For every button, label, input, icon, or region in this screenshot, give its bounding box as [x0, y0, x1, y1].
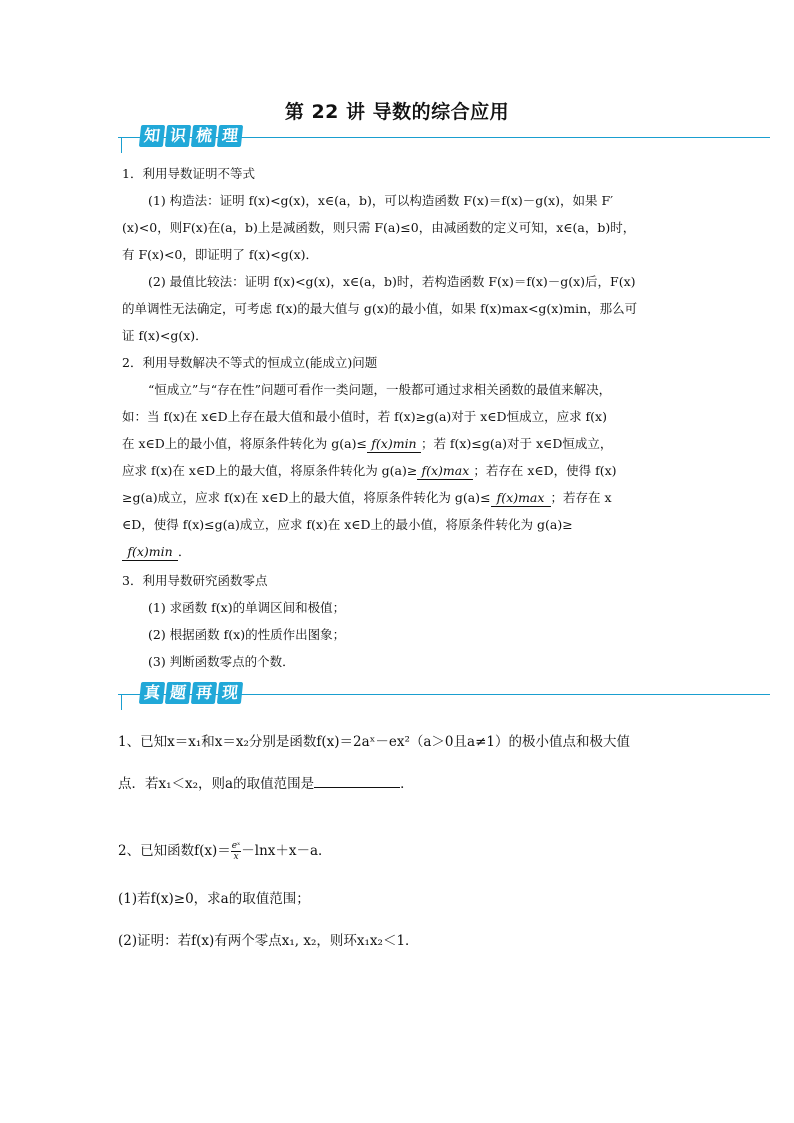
- text-line: 如：当 f(x)在 x∈D上存在最大值和最小值时，若 f(x)≥g(a)对于 x∈D恒成立，应求 f(x): [122, 409, 607, 424]
- badge-char: 真: [139, 682, 165, 704]
- section-badge: [140, 125, 242, 147]
- answer-blank: [314, 773, 400, 788]
- text-fragment: ．: [178, 544, 191, 559]
- question-1-line: [118, 772, 414, 792]
- text-line: [122, 463, 682, 480]
- text-fragment: －lnx＋x－a．: [241, 843, 332, 859]
- text-line: (x)<0，则F(x)在(a，b)上是减函数，则只需 F(a)≤0，由减函数的定义可知，x∈(a，b)时，: [122, 220, 636, 235]
- text-fragment: 应求 f(x)在 x∈D上的最大值，将原条件转化为 g(a)≥: [122, 463, 418, 478]
- answer-blank: f(x)max: [491, 490, 551, 507]
- question-1-line: 1、已知x＝x₁和x＝x₂分别是函数f(x)＝2aˣ－ex²（a＞0且a≠1）的极小值点和极大值: [118, 734, 630, 750]
- divider-tick: [121, 137, 122, 153]
- question-2-part-1: (1)若f(x)≥0，求a的取值范围；: [118, 891, 310, 907]
- question-2-line: [118, 839, 332, 862]
- text-line: (2) 最值比较法：证明 f(x)<g(x)，x∈(a，b)时，若构造函数 F(x)＝f(x)－g(x)后，F(x): [148, 274, 636, 289]
- heading-2: 2．利用导数解决不等式的恒成立(能成立)问题: [122, 355, 378, 370]
- badge-char: 现: [217, 682, 243, 704]
- divider-tick: [121, 694, 122, 710]
- text-line: 有 F(x)<0，即证明了 f(x)<g(x)．: [122, 247, 319, 262]
- answer-blank: f(x)min: [367, 436, 421, 453]
- text-fragment: 2、已知函数f(x)＝: [118, 843, 231, 859]
- text-line: [122, 544, 682, 561]
- question-2-part-2: (2)证明：若f(x)有两个零点x₁, x₂，则环x₁x₂＜1．: [118, 933, 419, 949]
- text-line: “恒成立”与“存在性”问题可看作一类问题，一般都可通过求相关函数的最值来解决，: [148, 382, 612, 397]
- text-line: [122, 490, 682, 507]
- text-line: (2) 根据函数 f(x)的性质作出图象；: [148, 627, 346, 642]
- text-line: 的单调性无法确定，可考虑 f(x)的最大值与 g(x)的最小值，如果 f(x)max<g(x)min，那么可: [122, 301, 638, 316]
- badge-char: 识: [165, 125, 191, 147]
- text-line: 证 f(x)<g(x)．: [122, 328, 208, 343]
- section-badge: [140, 682, 242, 704]
- badge-char: 梳: [191, 125, 217, 147]
- heading-3: 3．利用导数研究函数零点: [122, 573, 268, 588]
- text-fragment: 点．若x₁＜x₂，则a的取值范围是: [118, 776, 315, 792]
- text-fragment: ≥g(a)成立，应求 f(x)在 x∈D上的最大值，将原条件转化为 g(a)≤: [122, 490, 491, 505]
- text-fragment: 在 x∈D上的最小值，将原条件转化为 g(a)≤: [122, 436, 367, 451]
- heading-1: 1．利用导数证明不等式: [122, 166, 255, 181]
- text-fragment: ；若 f(x)≤g(a)对于 x∈D恒成立，: [420, 436, 613, 451]
- text-fragment: ；若存在 x: [550, 490, 612, 505]
- text-line: ∈D，使得 f(x)≤g(a)成立，应求 f(x)在 x∈D上的最小值，将原条件转化为 g(a)≥: [122, 517, 573, 532]
- section-header-past-exams: [118, 682, 770, 712]
- text-fragment: ；若存在 x∈D，使得 f(x): [473, 463, 617, 478]
- numerator: eˣ: [231, 841, 241, 851]
- section-header-knowledge: [118, 125, 770, 155]
- badge-char: 知: [139, 125, 165, 147]
- badge-char: 理: [217, 125, 243, 147]
- badge-char: 再: [191, 682, 217, 704]
- answer-blank: f(x)min: [122, 544, 178, 561]
- denominator: x: [233, 852, 239, 862]
- fraction: [231, 841, 242, 862]
- text-line: (1) 构造法：证明 f(x)<g(x)，x∈(a，b)，可以构造函数 F(x)＝f(x)－g(x)，如果 F′: [148, 193, 614, 208]
- answer-blank: f(x)max: [417, 463, 473, 480]
- text-fragment: ．: [400, 776, 414, 792]
- text-line: (3) 判断函数零点的个数．: [148, 654, 295, 669]
- badge-char: 题: [165, 682, 191, 704]
- text-line: [122, 436, 682, 453]
- page-title: 第 22 讲 导数的综合应用: [284, 101, 510, 123]
- text-line: (1) 求函数 f(x)的单调区间和极值；: [148, 600, 346, 615]
